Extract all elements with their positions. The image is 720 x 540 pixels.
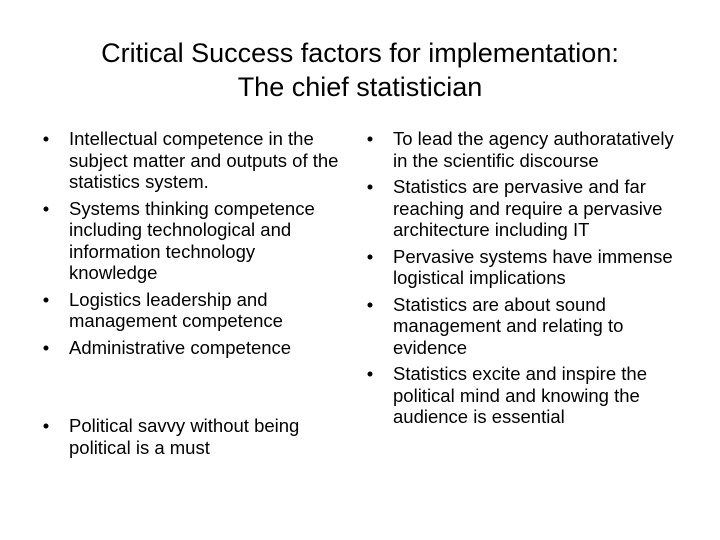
left-bullet-item — [36, 198, 346, 284]
left-bullet-text: Systems thinking competence including technological and information technology knowledge — [69, 197, 315, 283]
spacer — [36, 363, 346, 415]
right-bullet-item — [360, 246, 690, 289]
right-bullet-text: Pervasive systems have immense logistical implications — [393, 245, 673, 288]
bullet-icon: • — [42, 197, 50, 219]
left-bullet-text: Intellectual competence in the subject matter and outputs of the statistics system. — [69, 128, 339, 192]
left-bullet-text: Administrative competence — [69, 336, 292, 358]
left-bullet-item — [36, 289, 346, 332]
left-bullet-item — [36, 128, 346, 193]
bullet-icon: • — [42, 336, 50, 358]
bullet-icon: • — [366, 363, 374, 384]
bullet-icon: • — [42, 128, 50, 149]
slide-title — [20, 36, 700, 104]
left-bullet-text: Logistics leadership and management competence — [69, 288, 283, 331]
title-line-1: Critical Success factors for implementation: — [101, 38, 619, 68]
bullet-icon: • — [366, 293, 374, 315]
title-line-2: The chief statistician — [237, 72, 483, 102]
right-bullet-item — [360, 363, 690, 428]
right-bullet-item — [360, 294, 690, 359]
right-bullet-text: Statistics are pervasive and far reaching and require a pervasive architecture including IT — [393, 176, 663, 240]
bullet-icon: • — [42, 415, 50, 436]
left-column — [36, 128, 346, 463]
left-bullet-item — [36, 337, 346, 359]
right-column — [360, 128, 690, 433]
bullet-icon: • — [366, 176, 374, 197]
bullet-icon: • — [42, 288, 50, 310]
right-bullet-text: To lead the agency authoratatively in the scientific discourse — [393, 128, 674, 171]
right-bullet-text: Statistics are about sound management and relating to evidence — [393, 293, 624, 358]
left-bullet-item — [36, 415, 346, 458]
right-bullet-item — [360, 128, 690, 171]
right-bullet-text: Statistics excite and inspire the political mind and knowing the audience is essential — [393, 363, 647, 427]
right-bullet-item — [360, 176, 690, 241]
left-bullet-text: Political savvy without being political is a must — [69, 415, 300, 458]
bullet-icon: • — [366, 128, 374, 149]
bullet-icon: • — [366, 245, 374, 267]
